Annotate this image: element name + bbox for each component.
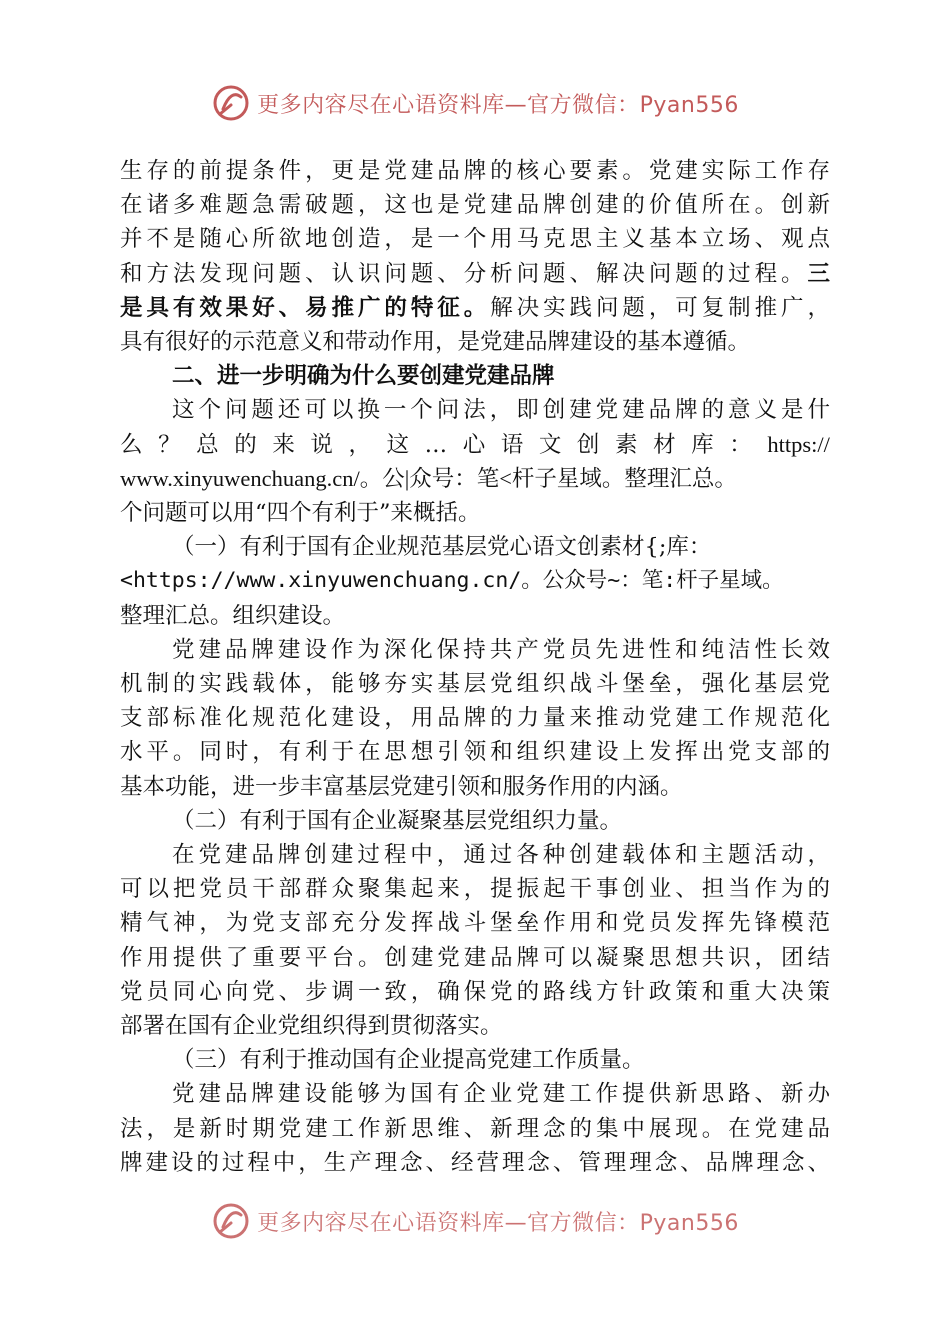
text-line: 水平。同时，有利于在思想引领和组织建设上发挥出党支部的	[120, 739, 830, 766]
text-token: 语	[500, 431, 524, 458]
text-line: 在党建品牌创建过程中，通过各种创建载体和主题活动，	[172, 842, 830, 869]
paragraph-3	[120, 633, 830, 804]
text-line	[120, 257, 830, 291]
url-fragment: https://	[767, 431, 830, 457]
text-token: 么	[120, 431, 143, 458]
text-token: 这	[386, 431, 410, 458]
text-token: 心	[462, 431, 486, 458]
subheading-line: <https://www.xinyuwenchuang.cn/。公众号~：笔:杆子星域。	[120, 568, 784, 594]
text-line: 生存的前提条件，更是党建品牌的核心要素。党建实际工作存	[120, 158, 830, 184]
brand-logo-icon	[211, 1201, 251, 1241]
text-line: 党建品牌建设作为深化保持共产党员先进性和纯洁性长效	[172, 636, 830, 663]
text-line: 作用提供了重要平台。创建党建品牌可以凝聚思想共识，团结	[120, 944, 830, 971]
text-token: 的	[234, 431, 257, 458]
paragraph-1	[120, 154, 830, 359]
subheading-2: （二）有利于国有企业凝聚基层党组织力量。	[172, 807, 623, 834]
document-body	[120, 154, 830, 1180]
text-line: 牌建设的过程中，生产理念、经营理念、管理理念、品牌理念、	[120, 1149, 830, 1176]
text-span: 解决实践问题，可复制推广，	[490, 294, 830, 321]
watermark-header	[0, 78, 950, 128]
text-line: 个问题可以用“四个有利于”来概括。	[120, 500, 481, 527]
text-token: 说	[310, 431, 333, 458]
text-token: 总	[196, 431, 219, 458]
text-token: ：	[729, 431, 752, 458]
text-token: ，	[348, 431, 371, 458]
paragraph-2	[120, 393, 830, 530]
subheading-line: 整理汇总。组织建设。	[120, 602, 346, 629]
text-line	[120, 291, 830, 325]
watermark-footer-text: 更多内容尽在心语资料库—官方微信：Pyan556	[257, 1210, 739, 1236]
bold-text-span: 三	[807, 260, 830, 287]
text-line: 机制的实践载体，能够夯实基层党组织战斗堡垒，强化基层党	[120, 671, 830, 698]
bold-text-span: 是具有效果好、易推广的特征。	[120, 294, 491, 321]
text-line: 党员同心向党、步调一致，确保党的路线方针政策和重大决策	[120, 978, 830, 1005]
subheading-1	[120, 530, 830, 633]
text-token: …	[424, 431, 448, 458]
text-line-spread	[120, 428, 830, 462]
text-line: 基本功能，进一步丰富基层党建引领和服务作用的内涵。	[120, 773, 683, 800]
text-token: 库	[691, 431, 714, 458]
text-token: 文	[538, 431, 562, 458]
subheading-3: （三）有利于推动国有企业提高党建工作质量。	[172, 1047, 645, 1074]
text-line: 党建品牌建设能够为国有企业党建工作提供新思路、新办	[172, 1081, 830, 1108]
text-line: 具有很好的示范意义和带动作用，是党建品牌建设的基本遵循。	[120, 329, 751, 356]
text-token: 材	[653, 431, 676, 458]
text-token: 创	[576, 431, 600, 458]
text-token: ？	[158, 431, 181, 458]
subheading-line: （一）有利于国有企业规范基层党心语文创素材{;库：	[172, 534, 712, 561]
text-line: www.xinyuwenchuang.cn/。公|众号：笔<杆子星域。整理汇总。	[120, 465, 737, 491]
text-token: 来	[272, 431, 295, 458]
watermark-footer	[0, 1196, 950, 1246]
paragraph-5	[120, 1077, 830, 1180]
paragraph-4	[120, 838, 830, 1043]
text-line: 部署在国有企业党组织得到贯彻落实。	[120, 1013, 503, 1040]
section-heading: 二、进一步明确为什么要创建党建品牌	[172, 363, 555, 390]
text-line: 并不是随心所欲地创造，是一个用马克思主义基本立场、观点	[120, 226, 830, 253]
watermark-header-text: 更多内容尽在心语资料库—官方微信：Pyan556	[257, 92, 739, 118]
brand-logo-icon	[211, 83, 251, 123]
text-line: 法，是新时期党建工作新思维、新理念的集中展现。在党建品	[120, 1115, 830, 1142]
text-line: 这个问题还可以换一个问法，即创建党建品牌的意义是什	[172, 397, 830, 424]
text-line: 支部标准化规范化建设，用品牌的力量来推动党建工作规范化	[120, 705, 830, 732]
text-line: 精气神，为党支部充分发挥战斗堡垒作用和党员发挥先锋模范	[120, 910, 830, 937]
text-span: 和方法发现问题、认识问题、分析问题、解决问题的过程。	[120, 260, 808, 287]
text-line: 可以把党员干部群众聚集起来，提振起干事创业、担当作为的	[120, 876, 830, 903]
text-token: 素	[615, 431, 638, 458]
text-line: 在诸多难题急需破题，这也是党建品牌创建的价值所在。创新	[120, 192, 830, 219]
